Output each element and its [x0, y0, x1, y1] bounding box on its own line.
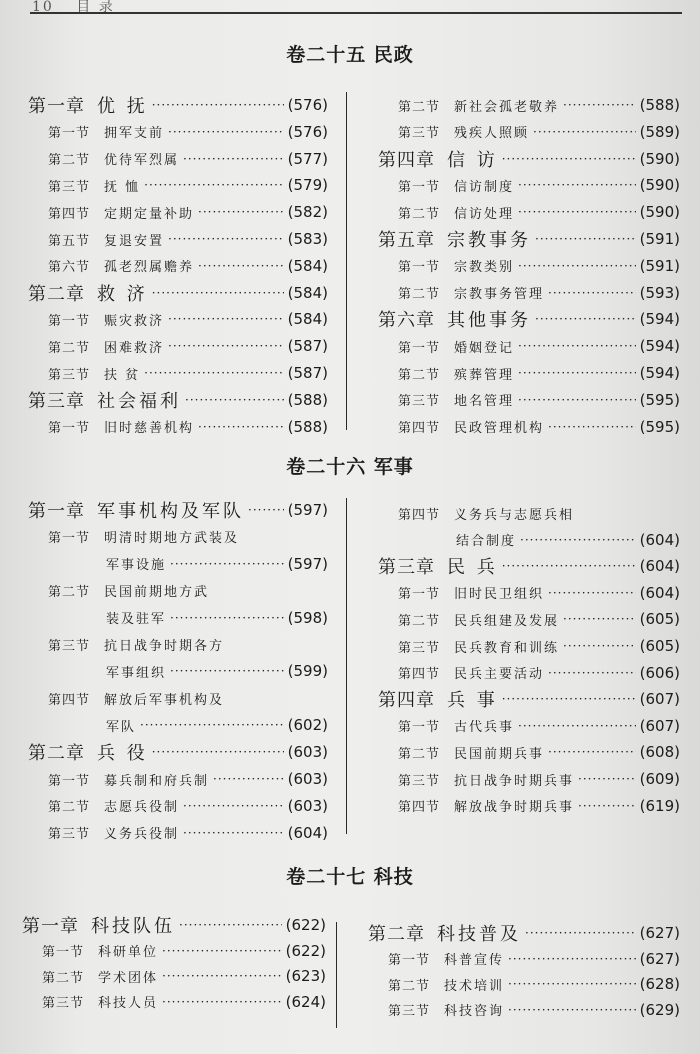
chapter-number: 第二章 [28, 283, 85, 305]
vol27-left-column [22, 912, 326, 1024]
dot-leader [183, 152, 284, 166]
chapter-number: 第六章 [378, 310, 435, 332]
page-reference: (588) [639, 96, 680, 114]
section-number: 第二节 [48, 800, 91, 816]
toc-section-entry [28, 632, 328, 658]
page-reference: (623) [285, 967, 326, 986]
section-title: 军事组织 [106, 665, 167, 681]
section-number: 第三节 [48, 179, 91, 195]
chapter-title: 军事机构及军队 [97, 501, 244, 522]
section-title: 明清时期地方武装及 [104, 531, 240, 547]
section-title: 民国前期兵事 [454, 746, 545, 762]
dot-leader [144, 178, 284, 192]
dot-leader [183, 826, 284, 840]
dot-leader [168, 312, 284, 326]
chapter-number: 第二章 [28, 743, 85, 765]
section-number: 第二节 [398, 287, 441, 303]
chapter-title: 社会福利 [97, 390, 181, 412]
dot-leader [170, 611, 284, 625]
section-number: 第一节 [48, 421, 91, 437]
toc-section-entry [28, 226, 328, 252]
toc-section-entry [378, 119, 680, 145]
toc-entry-continuation [28, 658, 328, 684]
section-number: 第三节 [398, 394, 441, 410]
page-reference: (584) [287, 256, 328, 275]
page-reference: (602) [287, 716, 328, 735]
page-reference: (587) [287, 337, 328, 356]
section-number: 第一节 [398, 720, 441, 736]
chapter-title: 科技队伍 [91, 916, 175, 937]
section-number: 第三节 [398, 640, 441, 656]
dot-leader [578, 772, 636, 786]
section-title: 赈灾救济 [104, 313, 165, 329]
section-number: 第四节 [398, 421, 441, 437]
toc-section-entry [378, 387, 680, 413]
chapter-number: 第一章 [28, 501, 85, 522]
chapter-number: 第五章 [378, 230, 435, 251]
page-reference: (627) [639, 949, 680, 968]
chapter-title: 民 兵 [447, 557, 498, 579]
chapter-title: 优 抚 [97, 96, 148, 117]
section-title: 抗日战争时期兵事 [454, 773, 575, 789]
section-title: 军事设施 [106, 558, 167, 574]
page-reference: (576) [287, 122, 328, 141]
section-number: 第四节 [398, 667, 441, 683]
page-reference: (588) [287, 390, 328, 409]
page-reference: (591) [639, 256, 680, 275]
page-reference: (622) [285, 916, 326, 934]
section-number: 第四节 [398, 507, 441, 523]
page-reference: (604) [639, 530, 680, 549]
page-reference: (590) [639, 176, 680, 195]
section-number: 第二节 [48, 153, 91, 169]
chapter-title: 兵 役 [97, 743, 148, 765]
section-title: 义务兵与志愿兵相 [454, 507, 575, 523]
dot-leader [162, 995, 282, 1009]
page-reference: (594) [639, 364, 680, 382]
section-number: 第三节 [398, 773, 441, 789]
toc-chapter-entry [28, 92, 328, 118]
toc-chapter-entry [28, 497, 328, 523]
page-reference: (603) [287, 770, 328, 788]
section-title: 古代兵事 [454, 720, 515, 736]
chapter-title: 其他事务 [447, 310, 531, 332]
section-number: 第一节 [398, 340, 441, 356]
page-reference: (599) [287, 662, 328, 681]
section-title: 困难救济 [104, 340, 165, 356]
dot-leader [140, 718, 284, 732]
toc-section-entry [28, 578, 328, 604]
page-reference: (604) [639, 583, 680, 602]
toc-section-entry [378, 660, 680, 686]
dot-leader [518, 205, 636, 219]
dot-leader [152, 745, 284, 759]
toc-section-entry [28, 414, 328, 440]
page-reference: (622) [285, 941, 326, 960]
page-reference: (603) [287, 796, 328, 815]
dot-leader [518, 339, 636, 353]
page-reference: (591) [639, 230, 680, 248]
vol26-right-column [378, 500, 680, 820]
section-number: 第三节 [42, 996, 85, 1012]
dot-leader [548, 286, 636, 300]
toc-section-entry [28, 766, 328, 792]
toc-section-entry [378, 580, 680, 606]
dot-leader [533, 125, 636, 139]
toc-section-entry [28, 360, 328, 386]
dot-leader [578, 799, 636, 813]
page-reference: (608) [639, 743, 680, 762]
section-title: 民兵组建及发展 [454, 613, 560, 629]
vol25-right-column [378, 92, 680, 437]
dot-leader [185, 393, 284, 407]
toc-chapter-entry [378, 553, 680, 579]
toc-section-entry [22, 963, 326, 989]
page-reference: (597) [287, 554, 328, 573]
toc-section-entry [378, 713, 680, 739]
section-number: 第二节 [398, 367, 441, 383]
toc-entry-continuation [28, 605, 328, 631]
chapter-title: 救 济 [97, 283, 148, 305]
dot-leader [508, 952, 636, 966]
dot-leader [518, 178, 636, 192]
dot-leader [548, 586, 636, 600]
dot-leader [162, 944, 282, 958]
page-reference: (605) [639, 637, 680, 655]
toc-section-entry [28, 146, 328, 172]
dot-leader [170, 664, 284, 678]
chapter-number: 第三章 [378, 557, 435, 579]
toc-section-entry [368, 946, 680, 972]
section-title: 抗日战争时期各方 [104, 639, 225, 654]
volume-title-27: 卷二十七 科技 [286, 866, 414, 888]
dot-leader [518, 366, 636, 380]
page-reference: (583) [287, 230, 328, 248]
chapter-number: 第一章 [22, 916, 79, 937]
section-title: 残疾人照顾 [454, 126, 530, 142]
dot-leader [525, 926, 636, 940]
toc-section-entry [378, 739, 680, 765]
section-number: 第四节 [48, 692, 91, 708]
page-reference: (590) [639, 149, 680, 168]
dot-leader [535, 232, 636, 246]
toc-entry-continuation [28, 712, 328, 738]
section-title: 科技人员 [98, 996, 159, 1012]
header-rule [30, 12, 682, 14]
page-reference: (619) [639, 796, 680, 815]
toc-section-entry [378, 280, 680, 306]
page-reference: (595) [639, 390, 680, 409]
dot-leader [152, 98, 284, 112]
section-number: 第一节 [398, 260, 441, 276]
toc-section-entry [28, 172, 328, 198]
section-title: 募兵制和府兵制 [104, 773, 210, 789]
page-reference: (604) [639, 557, 680, 576]
section-number: 第五节 [48, 233, 91, 249]
chapter-title: 科技普及 [437, 924, 521, 945]
section-number: 第二节 [398, 746, 441, 762]
section-title: 复退安置 [104, 233, 165, 249]
section-number: 第一节 [398, 179, 441, 195]
section-number: 第三节 [48, 827, 91, 843]
section-number: 第一节 [48, 773, 91, 789]
toc-section-entry [378, 414, 680, 440]
vol27-column-divider [336, 922, 337, 1028]
section-title: 地名管理 [454, 394, 515, 410]
section-title: 扶 贫 [104, 367, 141, 383]
dot-leader [520, 533, 636, 547]
dot-leader [563, 612, 636, 626]
dot-leader [198, 205, 284, 219]
section-number: 第三节 [48, 367, 91, 383]
dot-leader [168, 339, 284, 353]
vol25-left-column [28, 92, 328, 437]
section-title: 装及驻军 [106, 612, 167, 628]
dot-leader [168, 125, 284, 139]
section-title: 民兵主要活动 [454, 667, 545, 683]
toc-section-entry [378, 793, 680, 819]
section-number: 第三节 [388, 1004, 431, 1020]
section-title: 拥军支前 [104, 126, 165, 142]
section-title: 民政管理机构 [454, 421, 545, 437]
page-reference: (576) [287, 96, 328, 114]
toc-chapter-entry [378, 146, 680, 172]
section-number: 第三节 [398, 126, 441, 142]
dot-leader [548, 745, 636, 759]
section-title: 优待军烈属 [104, 153, 180, 169]
section-title: 民国前期地方武 [104, 585, 210, 601]
section-title: 科普宣传 [444, 953, 505, 969]
chapter-number: 第四章 [378, 690, 435, 712]
volume-title-25: 卷二十五 民政 [286, 44, 414, 66]
page-reference: (590) [639, 203, 680, 222]
section-number: 第三节 [48, 639, 91, 654]
section-title: 信访处理 [454, 206, 515, 222]
chapter-title: 宗教事务 [447, 230, 531, 251]
chapter-title: 信 访 [447, 149, 498, 171]
toc-section-entry [28, 333, 328, 359]
section-number: 第一节 [388, 953, 431, 969]
dot-leader [152, 286, 284, 300]
section-number: 第一节 [48, 531, 91, 547]
page-reference: (584) [287, 283, 328, 302]
page-reference: (594) [639, 310, 680, 329]
section-number: 第六节 [48, 260, 91, 276]
section-title: 婚姻登记 [454, 340, 515, 356]
toc-section-entry [378, 766, 680, 792]
page-reference: (589) [639, 122, 680, 141]
toc-section-entry [22, 938, 326, 964]
toc-section-entry [378, 360, 680, 386]
section-title: 军队 [106, 719, 137, 735]
toc-section-entry [28, 524, 328, 550]
toc-section-entry [28, 306, 328, 332]
section-number: 第二节 [398, 613, 441, 629]
toc-section-entry [378, 199, 680, 225]
toc-section-entry [368, 997, 680, 1023]
vol25-column-divider [346, 92, 347, 430]
page-reference: (582) [287, 203, 328, 222]
section-number: 第二节 [398, 206, 441, 222]
toc-chapter-entry [378, 306, 680, 332]
header-page-number: 10 [32, 0, 54, 15]
dot-leader [144, 366, 284, 380]
section-number: 第一节 [398, 587, 441, 603]
page-reference: (607) [639, 716, 680, 735]
section-title: 旧时慈善机构 [104, 421, 195, 437]
page-reference: (587) [287, 364, 328, 382]
page-reference: (598) [287, 608, 328, 627]
dot-leader [518, 393, 636, 407]
toc-section-entry [28, 199, 328, 225]
page-reference: (577) [287, 149, 328, 168]
section-number: 第二节 [388, 978, 431, 994]
page-reference: (594) [639, 337, 680, 356]
dot-leader [548, 666, 636, 680]
chapter-number: 第一章 [28, 96, 85, 117]
page-reference: (603) [287, 743, 328, 762]
dot-leader [213, 772, 284, 786]
toc-chapter-entry [28, 387, 328, 413]
section-number: 第二节 [42, 970, 85, 986]
chapter-number: 第三章 [28, 390, 85, 412]
page-reference: (593) [639, 283, 680, 302]
dot-leader [248, 503, 284, 517]
section-title: 宗教类别 [454, 260, 515, 276]
toc-section-entry [28, 253, 328, 279]
page-reference: (605) [639, 610, 680, 629]
section-number: 第二节 [398, 99, 441, 115]
section-title: 旧时民卫组织 [454, 587, 545, 603]
toc-section-entry [378, 606, 680, 632]
toc-chapter-entry [22, 912, 326, 938]
section-number: 第一节 [48, 126, 91, 142]
page-reference: (628) [639, 975, 680, 994]
toc-section-entry [378, 172, 680, 198]
dot-leader [168, 232, 284, 246]
toc-chapter-entry [28, 739, 328, 765]
toc-chapter-entry [378, 686, 680, 712]
dot-leader [198, 259, 284, 273]
section-title: 技术培训 [444, 978, 505, 994]
section-number: 第四节 [48, 206, 91, 222]
dot-leader [548, 420, 636, 434]
chapter-title: 兵 事 [447, 690, 498, 712]
section-title: 解放战争时期兵事 [454, 800, 575, 816]
toc-section-entry [368, 971, 680, 997]
page-reference: (579) [287, 176, 328, 195]
section-title: 民兵教育和训练 [454, 640, 560, 656]
dot-leader [170, 557, 284, 571]
section-title: 志愿兵役制 [104, 800, 180, 816]
toc-section-entry [28, 685, 328, 711]
vol27-right-column [368, 920, 680, 1032]
page-reference: (597) [287, 501, 328, 519]
toc-entry-continuation [28, 551, 328, 577]
page-reference: (604) [287, 823, 328, 842]
section-number: 第二节 [48, 340, 91, 356]
toc-section-entry [28, 793, 328, 819]
vol26-left-column [28, 497, 328, 843]
dot-leader [508, 977, 636, 991]
chapter-number: 第四章 [378, 149, 435, 171]
dot-leader [179, 918, 282, 932]
toc-section-entry [378, 633, 680, 659]
section-title: 孤老烈属赡养 [104, 260, 195, 276]
section-number: 第四节 [398, 800, 441, 816]
toc-section-entry [28, 119, 328, 145]
page-reference: (606) [639, 663, 680, 682]
section-title: 抚 恤 [104, 179, 141, 195]
vol26-column-divider [346, 498, 347, 834]
chapter-number: 第二章 [368, 924, 425, 945]
section-title: 义务兵役制 [104, 827, 180, 843]
section-title: 宗教事务管理 [454, 287, 545, 303]
dot-leader [502, 692, 636, 706]
page-reference: (588) [287, 417, 328, 436]
section-title: 结合制度 [456, 534, 517, 550]
dot-leader [508, 1003, 636, 1017]
toc-section-entry [22, 989, 326, 1015]
dot-leader [502, 152, 636, 166]
section-title: 解放后军事机构及 [104, 692, 225, 708]
page-reference: (609) [639, 770, 680, 788]
toc-chapter-entry [28, 280, 328, 306]
section-title: 学术团体 [98, 970, 159, 986]
volume-title-26: 卷二十六 军事 [286, 456, 414, 478]
toc-section-entry [28, 820, 328, 846]
page-reference: (629) [639, 1000, 680, 1019]
section-title: 科技咨询 [444, 1004, 505, 1020]
section-title: 殡葬管理 [454, 367, 515, 383]
section-number: 第二节 [48, 585, 91, 601]
dot-leader [198, 420, 284, 434]
toc-chapter-entry [378, 226, 680, 252]
page-reference: (595) [639, 417, 680, 436]
header-running-title: 目 录 [76, 0, 115, 15]
toc-section-entry [378, 333, 680, 359]
dot-leader [563, 639, 636, 653]
page-reference: (627) [639, 924, 680, 942]
section-title: 科研单位 [98, 945, 159, 961]
section-title: 定期定量补助 [104, 206, 195, 222]
toc-chapter-entry [368, 920, 680, 946]
section-title: 信访制度 [454, 179, 515, 195]
page-reference: (584) [287, 310, 328, 329]
dot-leader [162, 969, 282, 983]
dot-leader [518, 259, 636, 273]
section-title: 新社会孤老敬养 [454, 99, 560, 115]
dot-leader [183, 799, 284, 813]
dot-leader [518, 719, 636, 733]
section-number: 第一节 [42, 945, 85, 961]
dot-leader [535, 312, 636, 326]
page-reference: (624) [285, 992, 326, 1011]
toc-entry-continuation [378, 527, 680, 553]
toc-section-entry [378, 92, 680, 118]
section-number: 第一节 [48, 313, 91, 329]
toc-section-entry [378, 500, 680, 526]
toc-section-entry [378, 253, 680, 279]
dot-leader [563, 98, 636, 112]
dot-leader [502, 559, 636, 573]
page-reference: (607) [639, 690, 680, 709]
